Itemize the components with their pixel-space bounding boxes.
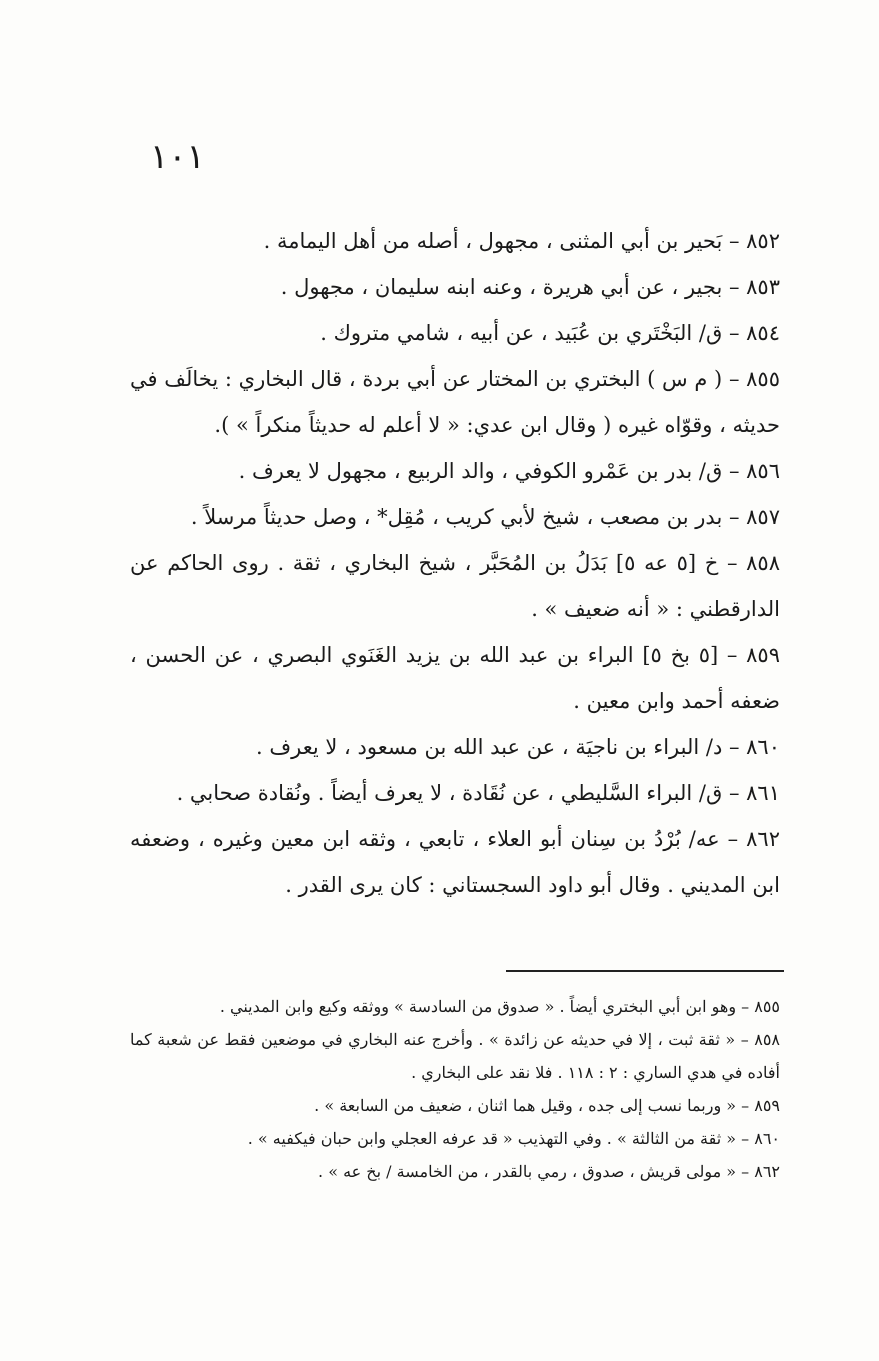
footnote-858: ٨٥٨ – « ثقة ثبت ، إلا في حديثه عن زائدة » . وأخرج عنه البخاري في موضعين فقط عن شعبة كما أفاده في هدي الساري : ٢ : ١١٨ . فلا نقد على البخاري .	[130, 1030, 780, 1082]
entry-858: ٨٥٨ – خ [٥ عه ٥] بَدَلُ بن المُحَبَّر ، شيخ البخاري ، ثقة . روى الحاكم عن الدارقطني : « أنه ضعيف » .	[130, 551, 780, 621]
footnote-divider	[506, 970, 784, 972]
footnote-855: ٨٥٥ – وهو ابن أبي البختري أيضاً . « صدوق من السادسة » ووثقه وكيع وابن المديني .	[219, 997, 780, 1016]
entry-860: ٨٦٠ – د/ البراء بن ناجيَة ، عن عبد الله بن مسعود ، لا يعرف .	[256, 735, 780, 759]
main-text	[130, 218, 780, 908]
entry-852: ٨٥٢ – بَحير بن أبي المثنى ، مجهول ، أصله من أهل اليمامة .	[263, 229, 780, 253]
footnotes	[130, 990, 780, 1188]
page-number: ١٠١	[150, 137, 205, 177]
entry-861: ٨٦١ – ق/ البراء السَّليطي ، عن نُقَادة ، لا يعرف أيضاً . ونُقادة صحابي .	[176, 781, 780, 805]
footnote-862: ٨٦٢ – « مولى قريش ، صدوق ، رمي بالقدر ، من الخامسة / بخ عه » .	[318, 1162, 780, 1181]
entry-855: ٨٥٥ – ( م س ) البختري بن المختار عن أبي بردة ، قال البخاري : يخالَف في حديثه ، وقوّاه غيره ( وقال ابن عدي: « لا أعلم له حديثاً منكراً » ).	[130, 367, 780, 437]
entry-859: ٨٥٩ – [٥ بخ ٥] البراء بن عبد الله بن يزيد الغَنَوي البصري ، عن الحسن ، ضعفه أحمد وابن معين .	[130, 643, 780, 713]
footnote-860: ٨٦٠ – « ثقة من الثالثة » . وفي التهذيب « قد عرفه العجلي وابن حبان فيكفيه » .	[247, 1129, 780, 1148]
footnote-859: ٨٥٩ – « وربما نسب إلى جده ، وقيل هما اثنان ، ضعيف من السابعة » .	[314, 1096, 780, 1115]
entry-853: ٨٥٣ – بجير ، عن أبي هريرة ، وعنه ابنه سليمان ، مجهول .	[280, 275, 780, 299]
entry-856: ٨٥٦ – ق/ بدر بن عَمْرو الكوفي ، والد الربيع ، مجهول لا يعرف .	[238, 459, 780, 483]
entry-862: ٨٦٢ – عه/ بُرْدُ بن سِنان أبو العلاء ، تابعي ، وثقه ابن معين وغيره ، وضعفه ابن المديني . وقال أبو داود السجستاني : كان يرى القدر .	[130, 827, 780, 897]
entry-857: ٨٥٧ – بدر بن مصعب ، شيخ لأبي كريب ، مُقِل* ، وصل حديثاً مرسلاً .	[190, 505, 780, 529]
entry-854: ٨٥٤ – ق/ البَخْتَري بن عُبَيد ، عن أبيه ، شامي متروك .	[320, 321, 780, 345]
